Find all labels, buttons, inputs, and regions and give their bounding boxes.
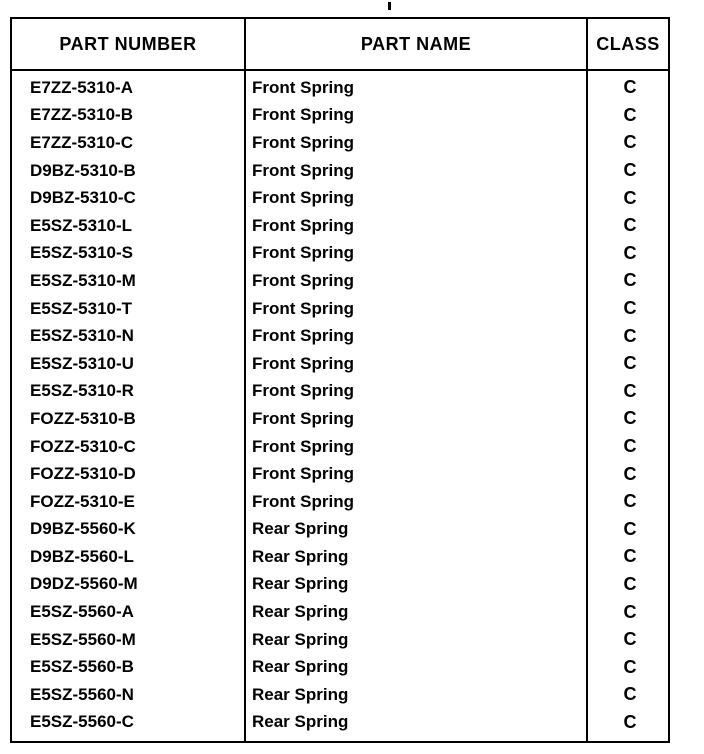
header-divider bbox=[12, 69, 668, 71]
table-row bbox=[12, 74, 668, 102]
part-number-cell: E5SZ-5560-B bbox=[30, 657, 134, 677]
part-name-cell: Rear Spring bbox=[252, 712, 349, 732]
class-cell: C bbox=[623, 573, 637, 594]
part-name-cell: Rear Spring bbox=[252, 546, 349, 566]
part-name-cell: Rear Spring bbox=[252, 519, 349, 539]
class-cell: C bbox=[623, 436, 637, 457]
part-name-cell: Rear Spring bbox=[252, 574, 349, 594]
part-number-cell: D9BZ-5560-L bbox=[30, 546, 134, 566]
table-row bbox=[12, 350, 668, 378]
class-cell: C bbox=[623, 242, 637, 263]
table-row bbox=[12, 516, 668, 544]
part-number-cell: D9BZ-5310-C bbox=[30, 188, 136, 208]
part-name-cell: Front Spring bbox=[252, 491, 354, 511]
table-row bbox=[12, 295, 668, 323]
table-row bbox=[12, 378, 668, 406]
part-name-cell: Front Spring bbox=[252, 132, 354, 152]
class-cell: C bbox=[623, 187, 637, 208]
class-cell: C bbox=[623, 270, 637, 291]
class-cell: C bbox=[623, 463, 637, 484]
class-cell: C bbox=[623, 518, 637, 539]
table-row bbox=[12, 322, 668, 350]
class-cell: C bbox=[623, 380, 637, 401]
part-name-cell: Front Spring bbox=[252, 270, 354, 290]
class-cell: C bbox=[623, 491, 637, 512]
table-row bbox=[12, 212, 668, 240]
part-number-cell: E5SZ-5310-L bbox=[30, 215, 133, 235]
part-number-cell: D9DZ-5560-M bbox=[30, 574, 138, 594]
header-part-name: PART NAME bbox=[360, 33, 472, 54]
part-name-cell: Front Spring bbox=[252, 298, 354, 318]
class-cell: C bbox=[623, 132, 637, 153]
part-number-cell: E5SZ-5310-N bbox=[30, 326, 134, 346]
part-name-cell: Front Spring bbox=[252, 188, 354, 208]
table-row bbox=[12, 709, 668, 737]
part-number-cell: D9BZ-5560-K bbox=[30, 519, 136, 539]
table-body bbox=[12, 74, 668, 736]
part-name-cell: Front Spring bbox=[252, 160, 354, 180]
table-row bbox=[12, 653, 668, 681]
part-name-cell: Front Spring bbox=[252, 353, 354, 373]
class-cell: C bbox=[623, 546, 637, 567]
part-name-cell: Rear Spring bbox=[252, 629, 349, 649]
scan-mark bbox=[388, 2, 391, 10]
class-cell: C bbox=[623, 601, 637, 622]
class-cell: C bbox=[623, 77, 637, 98]
table-row bbox=[12, 102, 668, 130]
part-name-cell: Front Spring bbox=[252, 381, 354, 401]
part-name-cell: Rear Spring bbox=[252, 657, 349, 677]
part-number-cell: E5SZ-5560-C bbox=[30, 712, 134, 732]
parts-table bbox=[10, 17, 670, 743]
part-name-cell: Front Spring bbox=[252, 464, 354, 484]
class-cell: C bbox=[623, 629, 637, 650]
part-name-cell: Front Spring bbox=[252, 408, 354, 428]
table-row bbox=[12, 129, 668, 157]
table-row bbox=[12, 405, 668, 433]
part-number-cell: E7ZZ-5310-A bbox=[30, 77, 133, 97]
class-cell: C bbox=[623, 656, 637, 677]
table-row bbox=[12, 626, 668, 654]
table-row bbox=[12, 571, 668, 599]
table-row bbox=[12, 488, 668, 516]
class-cell: C bbox=[623, 325, 637, 346]
part-number-cell: E5SZ-5310-U bbox=[30, 353, 134, 373]
table-row bbox=[12, 598, 668, 626]
part-number-cell: D9BZ-5310-B bbox=[30, 160, 136, 180]
part-number-cell: E5SZ-5560-N bbox=[30, 684, 134, 704]
class-cell: C bbox=[623, 215, 637, 236]
class-cell: C bbox=[623, 711, 637, 732]
class-cell: C bbox=[623, 684, 637, 705]
table-row bbox=[12, 543, 668, 571]
part-name-cell: Rear Spring bbox=[252, 684, 349, 704]
part-number-cell: E5SZ-5310-M bbox=[30, 270, 136, 290]
header-part-number: PART NUMBER bbox=[59, 33, 197, 54]
class-cell: C bbox=[623, 160, 637, 181]
part-name-cell: Front Spring bbox=[252, 105, 354, 125]
class-cell: C bbox=[623, 104, 637, 125]
part-number-cell: E5SZ-5560-M bbox=[30, 629, 136, 649]
part-name-cell: Rear Spring bbox=[252, 602, 349, 622]
part-number-cell: E5SZ-5560-A bbox=[30, 602, 134, 622]
table-row bbox=[12, 460, 668, 488]
part-name-cell: Front Spring bbox=[252, 326, 354, 346]
header-class: CLASS bbox=[596, 33, 660, 54]
part-number-cell: FOZZ-5310-B bbox=[30, 408, 136, 428]
class-cell: C bbox=[623, 298, 637, 319]
table-row bbox=[12, 267, 668, 295]
class-cell: C bbox=[623, 408, 637, 429]
table-row bbox=[12, 433, 668, 461]
table-row bbox=[12, 157, 668, 185]
table-row bbox=[12, 681, 668, 709]
table-row bbox=[12, 240, 668, 268]
part-number-cell: E5SZ-5310-T bbox=[30, 298, 133, 318]
part-number-cell: FOZZ-5310-D bbox=[30, 464, 136, 484]
table-row bbox=[12, 184, 668, 212]
part-number-cell: E5SZ-5310-R bbox=[30, 381, 134, 401]
part-name-cell: Front Spring bbox=[252, 77, 354, 97]
part-name-cell: Front Spring bbox=[252, 436, 354, 456]
part-name-cell: Front Spring bbox=[252, 215, 354, 235]
part-number-cell: FOZZ-5310-E bbox=[30, 491, 135, 511]
part-number-cell: E7ZZ-5310-B bbox=[30, 105, 133, 125]
part-number-cell: FOZZ-5310-C bbox=[30, 436, 136, 456]
class-cell: C bbox=[623, 353, 637, 374]
part-number-cell: E5SZ-5310-S bbox=[30, 243, 133, 263]
part-number-cell: E7ZZ-5310-C bbox=[30, 132, 133, 152]
part-name-cell: Front Spring bbox=[252, 243, 354, 263]
